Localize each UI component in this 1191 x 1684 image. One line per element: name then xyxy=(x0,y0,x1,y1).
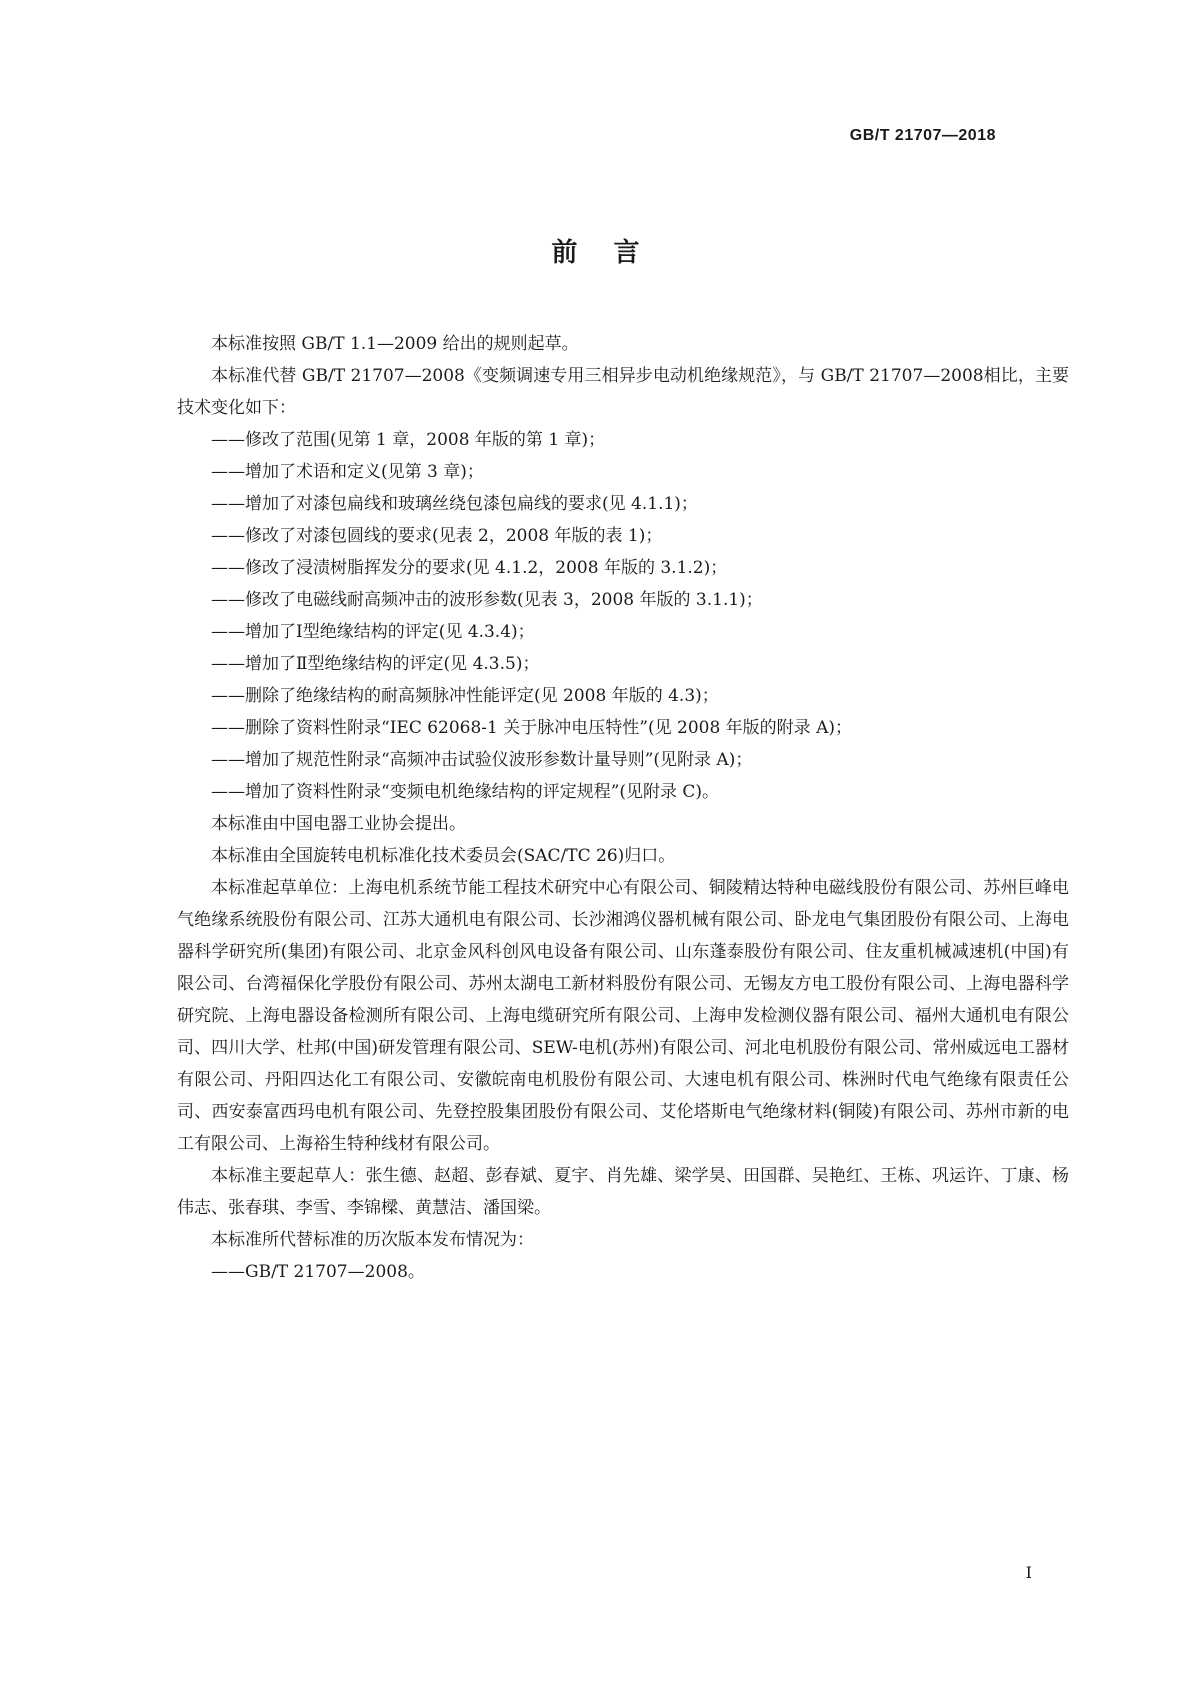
paragraph-replacement: 本标准代替 GB/T 21707—2008《变频调速专用三相异步电动机绝缘规范》，与 GB/T 21707—2008相比，主要技术变化如下： xyxy=(177,366,1069,418)
paragraph-history: 本标准所代替标准的历次版本发布情况为： xyxy=(211,1230,534,1250)
document-body xyxy=(177,328,1069,1288)
list-item: ——增加了规范性附录“高频冲击试验仪波形参数计量导则”(见附录 A)； xyxy=(211,750,753,770)
list-item: ——增加了Ⅰ型绝缘结构的评定(见 4.3.4)； xyxy=(211,622,535,642)
list-item: ——增加了资料性附录“变频电机绝缘结构的评定规程”(见附录 C)。 xyxy=(211,782,720,802)
change-list xyxy=(177,424,1069,808)
standard-code: GB/T 21707—2018 xyxy=(849,127,996,144)
list-item: ——增加了Ⅱ型绝缘结构的评定(见 4.3.5)； xyxy=(211,654,540,674)
paragraph-committee: 本标准由全国旋转电机标准化技术委员会(SAC/TC 26)归口。 xyxy=(211,846,676,866)
list-item: ——删除了绝缘结构的耐高频脉冲性能评定(见 2008 年版的 4.3)； xyxy=(211,686,719,706)
paragraph-drafting-units: 本标准起草单位：上海电机系统节能工程技术研究中心有限公司、铜陵精达特种电磁线股份有限公司、苏州巨峰电气绝缘系统股份有限公司、江苏大通机电有限公司、长沙湘鸿仪器机械有限公司、卧龙电气集团股份有限公司、上海电器科学研究所(集团)有限公司、北京金风科创风电设备有限公司、山东蓬泰股份有限公司、住友重机械减速机(中国)有限公司、台湾福保化学股份有限公司、苏州太湖电工新材料股份有限公司、无锡友方电工股份有限公司、上海电器科学研究院、上海电器设备检测所有限公司、上海电缆研究所有限公司、上海申发检测仪器有限公司、福州大通机电有限公司、四川大学、杜邦(中国)研发管理有限公司、SEW-电机(苏州)有限公司、河北电机股份有限公司、常州威远电工器材有限公司、丹阳四达化工有限公司、安徽皖南电机股份有限公司、大速电机有限公司、株洲时代电气绝缘有限责任公司、西安泰富西玛电机有限公司、先登控股集团股份有限公司、艾伦塔斯电气绝缘材料(铜陵)有限公司、苏州市新的电工有限公司、上海裕生特种线材有限公司。 xyxy=(177,878,1069,1154)
list-item: ——增加了对漆包扁线和玻璃丝绕包漆包扁线的要求(见 4.1.1)； xyxy=(211,494,698,514)
history-item: ——GB/T 21707—2008。 xyxy=(211,1262,425,1282)
paragraph-drafting-rules: 本标准按照 GB/T 1.1—2009 给出的规则起草。 xyxy=(211,334,579,354)
page-number: I xyxy=(1025,1563,1032,1582)
paragraph-drafters: 本标准主要起草人：张生德、赵超、彭春斌、夏宇、肖先雄、梁学昊、田国群、吴艳红、王栋、巩运许、丁康、杨伟志、张春琪、李雪、李锦樑、黄慧洁、潘国梁。 xyxy=(177,1166,1069,1218)
list-item: ——修改了电磁线耐高频冲击的波形参数(见表 3，2008 年版的 3.1.1)； xyxy=(211,590,763,610)
list-item: ——修改了浸渍树脂挥发分的要求(见 4.1.2，2008 年版的 3.1.2)； xyxy=(211,558,728,578)
paragraph-proposer: 本标准由中国电器工业协会提出。 xyxy=(211,814,466,834)
list-item: ——删除了资料性附录“IEC 62068-1 关于脉冲电压特性”(见 2008 年版的附录 A)； xyxy=(211,718,852,738)
list-item: ——修改了范围(见第 1 章，2008 年版的第 1 章)； xyxy=(211,430,606,450)
page-title: 前言 xyxy=(551,238,676,268)
list-item: ——修改了对漆包圆线的要求(见表 2，2008 年版的表 1)； xyxy=(211,526,663,546)
list-item: ——增加了术语和定义(见第 3 章)； xyxy=(211,462,484,482)
